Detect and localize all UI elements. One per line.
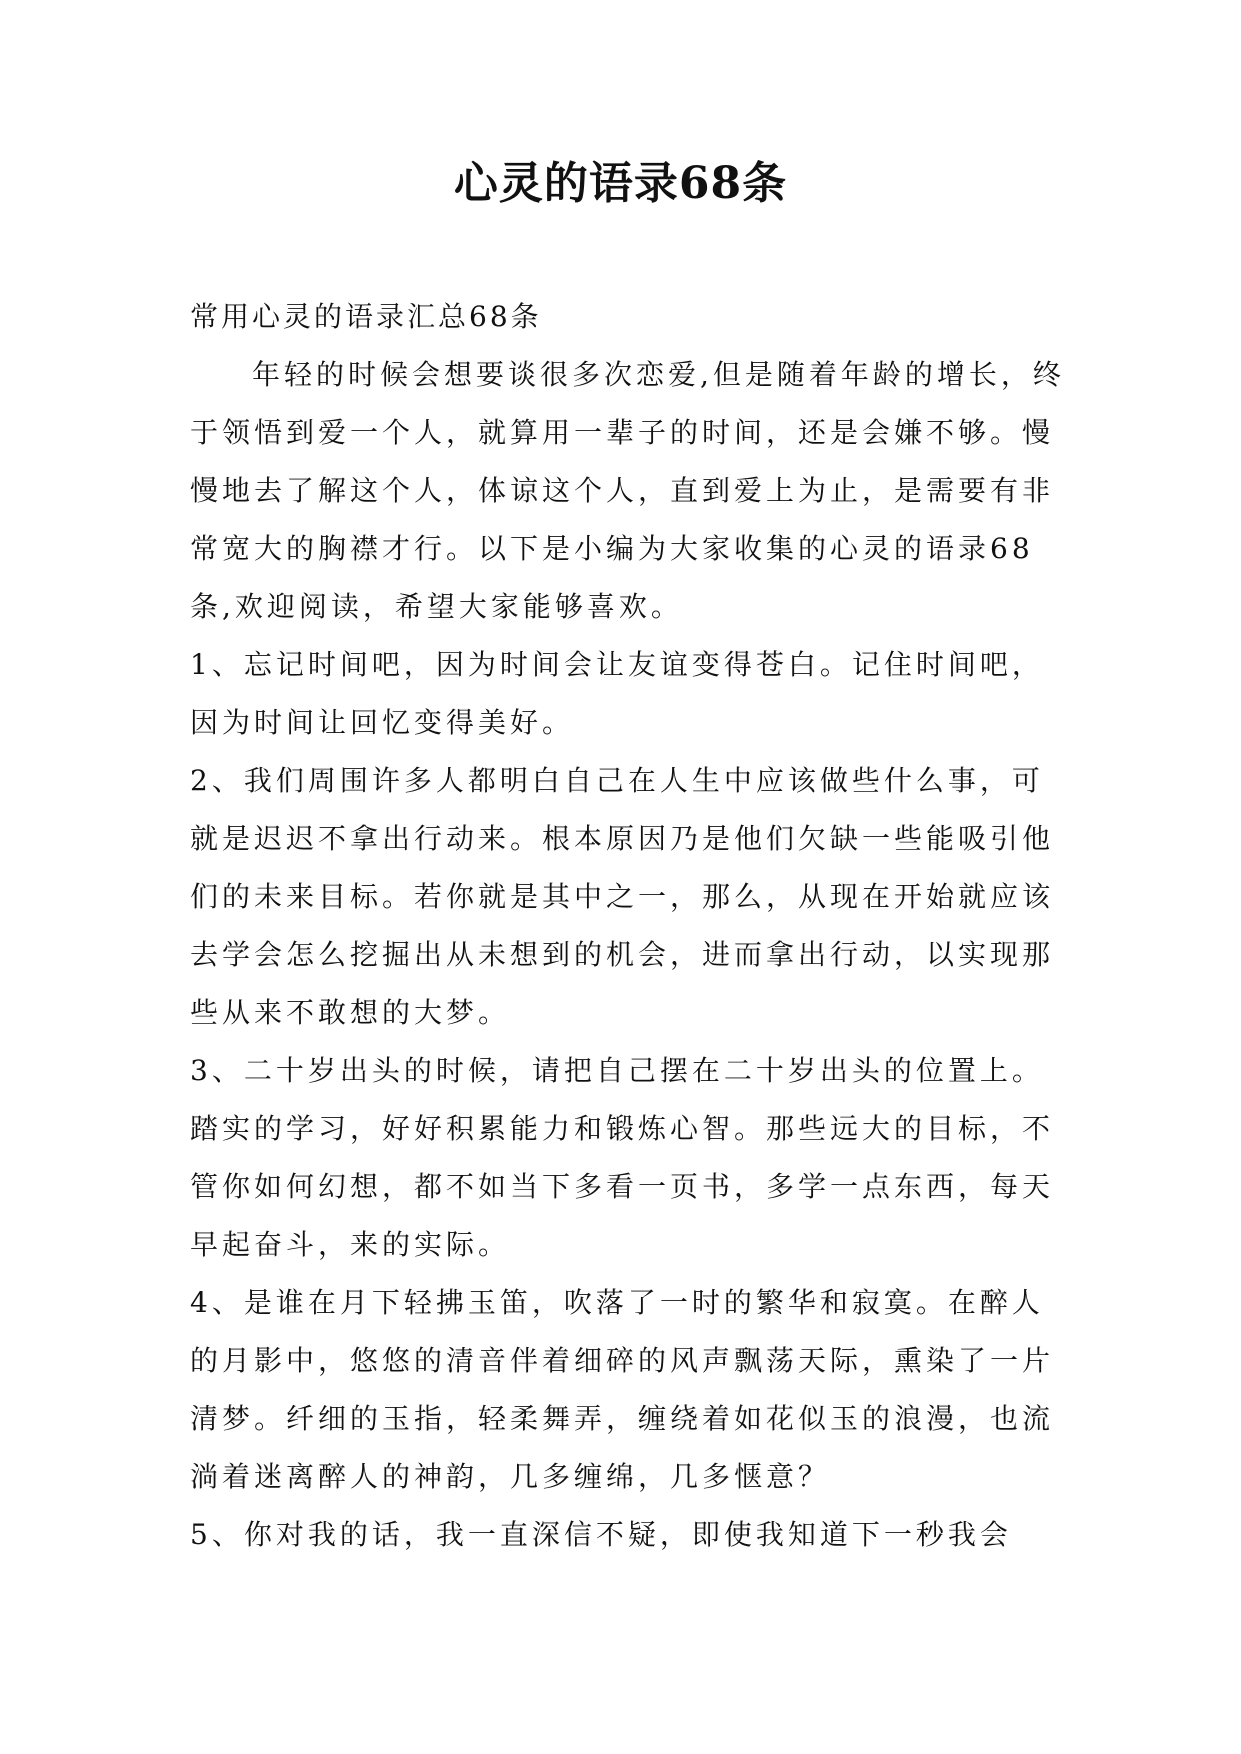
quote-item-1: 1、忘记时间吧，因为时间会让友谊变得苍白。记住时间吧，因为时间让回忆变得美好。 bbox=[190, 648, 1044, 739]
intro-paragraph: 年轻的时候会想要谈很多次恋爱,但是随着年龄的增长，终于领悟到爱一个人，就算用一辈子的时间，还是会嫌不够。慢慢地去了解这个人，体谅这个人，直到爱上为止，是需要有非常宽大的胸襟才行。以下是小编为大家收集的心灵的语录68条,欢迎阅读，希望大家能够喜欢。 bbox=[190, 358, 1065, 623]
document-body bbox=[190, 288, 1070, 1564]
quote-item-5: 5、你对我的话，我一直深信不疑，即使我知道下一秒我会 bbox=[190, 1518, 1012, 1551]
quote-item-3: 3、二十岁出头的时候，请把自己摆在二十岁出头的位置上。踏实的学习，好好积累能力和锻炼心智。那些远大的目标，不管你如何幻想，都不如当下多看一页书，多学一点东西，每天早起奋斗，来的实际。 bbox=[190, 1054, 1055, 1261]
document-subtitle: 常用心灵的语录汇总68条 bbox=[190, 300, 542, 333]
document-title: 心灵的语录68条 bbox=[453, 158, 788, 209]
quote-item-2: 2、我们周围许多人都明白自己在人生中应该做些什么事，可就是迟迟不拿出行动来。根本原因乃是他们欠缺一些能吸引他们的未来目标。若你就是其中之一，那么，从现在开始就应该去学会怎么挖掘出从未想到的机会，进而拿出行动，以实现那些从来不敢想的大梦。 bbox=[190, 764, 1055, 1029]
quote-item-4: 4、是谁在月下轻拂玉笛，吹落了一时的繁华和寂寞。在醉人的月影中，悠悠的清音伴着细碎的风声飘荡天际，熏染了一片清梦。纤细的玉指，轻柔舞弄，缠绕着如花似玉的浪漫，也流淌着迷离醉人的神韵，几多缠绵，几多惬意？ bbox=[190, 1286, 1055, 1493]
